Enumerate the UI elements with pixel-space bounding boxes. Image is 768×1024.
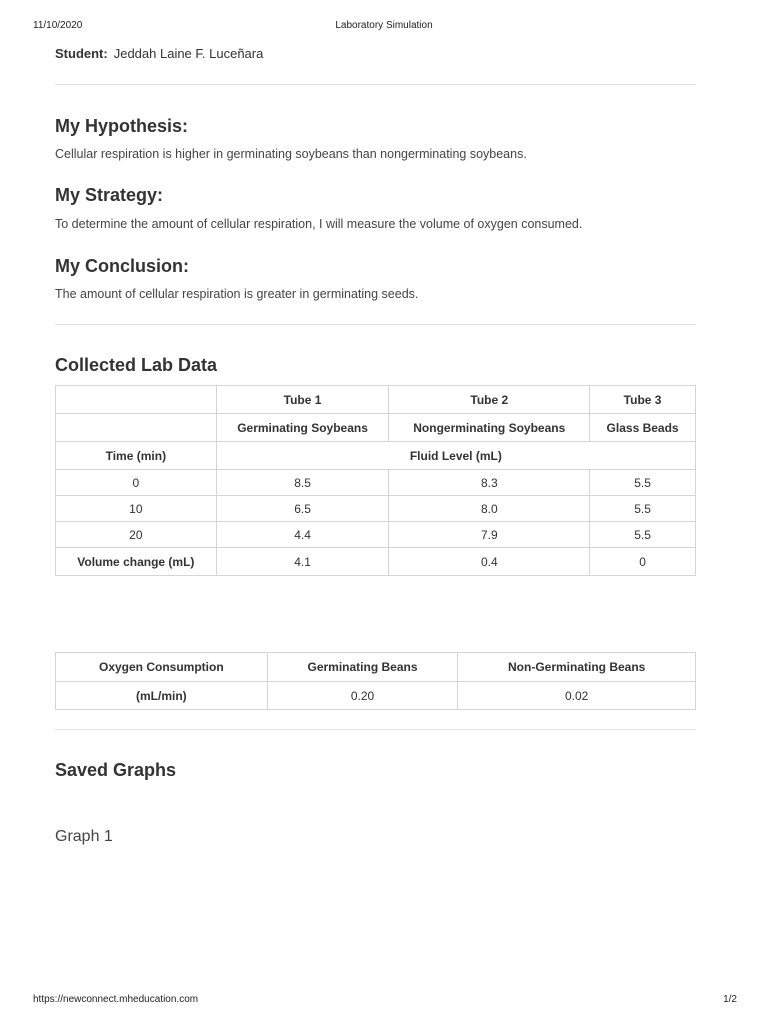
graph-1-title: Graph 1 (55, 828, 113, 845)
table-row (56, 470, 696, 496)
strategy-heading: My Strategy: (55, 185, 164, 205)
table-cell: 20 (56, 522, 217, 548)
table-cell (56, 414, 217, 442)
table-header-cell: Fluid Level (mL) (216, 442, 695, 470)
divider (55, 84, 696, 85)
table-header-cell: Non-Germinating Beans (458, 653, 696, 682)
table-cell: 8.0 (389, 496, 590, 522)
conclusion-heading: My Conclusion: (55, 256, 189, 276)
lab-data-heading: Collected Lab Data (55, 355, 218, 375)
table-cell: 6.5 (216, 496, 389, 522)
print-title: Laboratory Simulation (335, 20, 433, 31)
table-row (56, 653, 696, 682)
conclusion-text: The amount of cellular respiration is greater in germinating seeds. (55, 287, 419, 301)
student-line (55, 46, 263, 61)
divider (55, 324, 696, 325)
table-cell (56, 386, 217, 414)
table-cell: 5.5 (590, 470, 696, 496)
table-cell: 7.9 (389, 522, 590, 548)
table-row (56, 496, 696, 522)
table-cell: 0 (56, 470, 217, 496)
table-cell: 0.4 (389, 548, 590, 576)
student-label: Student: (55, 46, 108, 61)
oxygen-consumption-table (55, 652, 696, 710)
print-footer (0, 992, 768, 1012)
table-header-cell: Tube 1 (216, 386, 389, 414)
table-cell: 8.3 (389, 470, 590, 496)
lab-data-table (55, 385, 696, 576)
table-row (56, 386, 696, 414)
hypothesis-text: Cellular respiration is higher in germinating soybeans than nongerminating soybeans. (55, 147, 527, 161)
print-header (0, 0, 768, 40)
page-number: 1/2 (723, 994, 737, 1005)
table-header-cell: Germinating Soybeans (216, 414, 389, 442)
divider (55, 729, 696, 730)
table-header-cell: Nongerminating Soybeans (389, 414, 590, 442)
table-row (56, 414, 696, 442)
print-date: 11/10/2020 (33, 20, 83, 31)
table-row (56, 548, 696, 576)
student-name: Jeddah Laine F. Luceñara (113, 46, 264, 61)
table-cell: 10 (56, 496, 217, 522)
table-cell: 0 (590, 548, 696, 576)
table-cell: 4.4 (216, 522, 389, 548)
table-header-cell: Glass Beads (590, 414, 696, 442)
table-header-cell: Volume change (mL) (56, 548, 217, 576)
table-cell: 0.20 (267, 682, 458, 710)
table-row (56, 682, 696, 710)
print-url: https://newconnect.mheducation.com (33, 994, 199, 1005)
table-cell: 4.1 (216, 548, 389, 576)
table-row (56, 522, 696, 548)
table-cell: 5.5 (590, 522, 696, 548)
table-header-cell: (mL/min) (56, 682, 268, 710)
table-cell: 8.5 (216, 470, 389, 496)
table-header-cell: Oxygen Consumption (56, 653, 268, 682)
strategy-text: To determine the amount of cellular respiration, I will measure the volume of oxygen consumed. (55, 217, 583, 231)
table-header-cell: Tube 2 (389, 386, 590, 414)
table-header-cell: Time (min) (56, 442, 217, 470)
table-header-cell: Germinating Beans (267, 653, 458, 682)
hypothesis-heading: My Hypothesis: (55, 116, 189, 136)
table-cell: 5.5 (590, 496, 696, 522)
table-cell: 0.02 (458, 682, 696, 710)
table-header-cell: Tube 3 (590, 386, 696, 414)
saved-graphs-heading: Saved Graphs (55, 760, 177, 780)
table-row (56, 442, 696, 470)
